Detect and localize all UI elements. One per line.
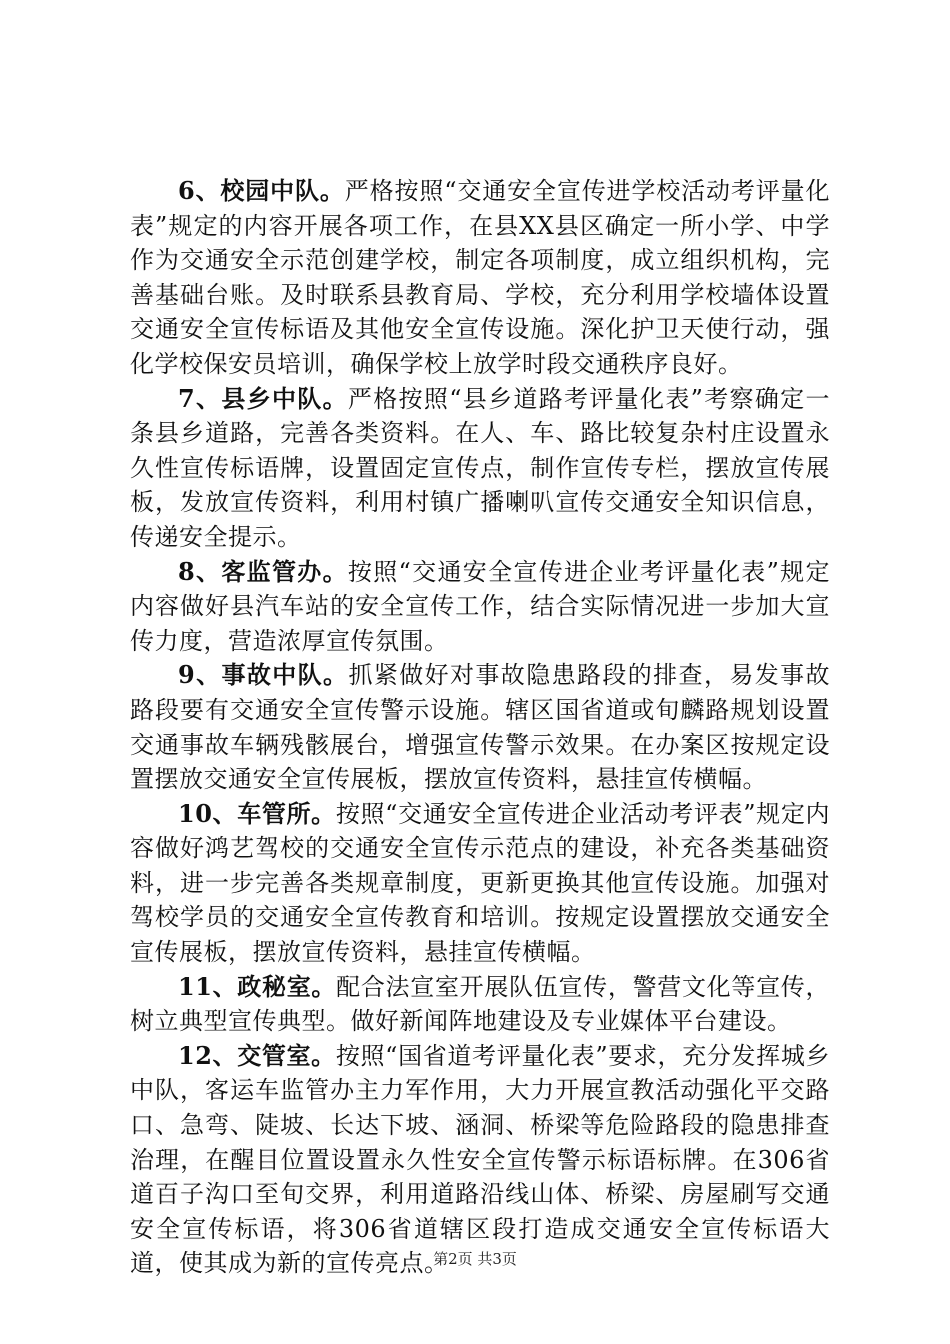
paragraph-text: 严格按照“交通安全宣传进学校活动考评量化表”规定的内容开展各项工作，在县XX县区确定一所小学、中学作为交通安全示范创建学校，制定各项制度，成立组织机构，完善基础台账。及时联系县教育局、学校，充分利用学校墙体设置交通安全宣传标语及其他安全宣传设施。深化护卫天使行动，强化学校保安员培训，确保学校上放学时段交通秩序良好。 (130, 177, 830, 378)
paragraph-vehicle-administration (130, 797, 830, 970)
paragraph-text: 抓紧做好对事故隐患路段的排查，易发事故路段要有交通安全宣传警示设施。辖区国省道或旬麟路规划设置交通事故车辆残骸展台，增强宣传警示效果。在办案区按规定设置摆放交通安全宣传展板，摆放宣传资料，悬挂宣传横幅。 (130, 661, 831, 794)
paragraph-heading: 6、校园中队。 (178, 176, 345, 205)
document-body (130, 174, 830, 1281)
paragraph-campus-squad (130, 174, 830, 382)
paragraph-accident-squad (130, 658, 830, 796)
paragraph-text: 按照“国省道考评量化表”要求，充分发挥城乡中队，客运车监管办主力军作用，大力开展宣教活动强化平交路口、急弯、陡坡、长达下坡、涵洞、桥梁等危险路段的隐患排查治理，在醒目位置设置永久性安全宣传警示标语标牌。在306省道百子沟口至旬交界，利用道路沿线山体、桥梁、房屋刷写交通安全宣传标语，将306省道辖区段打造成交通安全宣传标语大道，使其成为新的宣传亮点。 (130, 1041, 830, 1278)
paragraph-text: 严格按照“县乡道路考评量化表”考察确定一条县乡道路，完善各类资料。在人、车、路比较复杂村庄设置永久性宣传标语牌，设置固定宣传点，制作宣传专栏，摆放宣传展板，发放宣传资料，利用村镇广播喇叭宣传交通安全知识信息，传递安全提示。 (130, 384, 830, 551)
paragraph-traffic-management-office (130, 1039, 830, 1281)
paragraph-heading: 8、客监管办。 (178, 556, 348, 586)
paragraph-heading: 11、政秘室。 (178, 971, 337, 1001)
paragraph-heading: 9、事故中队。 (178, 660, 349, 690)
paragraph-county-township-squad (130, 382, 830, 555)
paragraph-text: 配合法宣室开展队伍宣传，警营文化等宣传，树立典型宣传典型。做好新闻阵地建设及专业媒体平台建设。 (130, 972, 830, 1036)
paragraph-secretariat-office (130, 970, 830, 1039)
paragraph-text: 按照“交通安全宣传进企业考评量化表”规定内容做好县汽车站的安全宣传工作，结合实际情况进一步加大宣传力度，营造浓厚宣传氛围。 (130, 557, 830, 655)
paragraph-heading: 7、县乡中队。 (178, 383, 348, 413)
paragraph-passenger-supervision-office (130, 555, 830, 659)
paragraph-heading: 12、交管室。 (178, 1040, 336, 1070)
page-number-footer: 第2页 共3页 (433, 1250, 517, 1268)
paragraph-heading: 10、车管所。 (178, 798, 336, 828)
paragraph-text: 按照“交通安全宣传进企业活动考评表”规定内容做好鸿艺驾校的交通安全宣传示范点的建设，补充各类基础资料，进一步完善各类规章制度，更新更换其他宣传设施。加强对驾校学员的交通安全宣传教育和培训。按规定设置摆放交通安全宣传展板，摆放宣传资料，悬挂宣传横幅。 (130, 799, 830, 967)
